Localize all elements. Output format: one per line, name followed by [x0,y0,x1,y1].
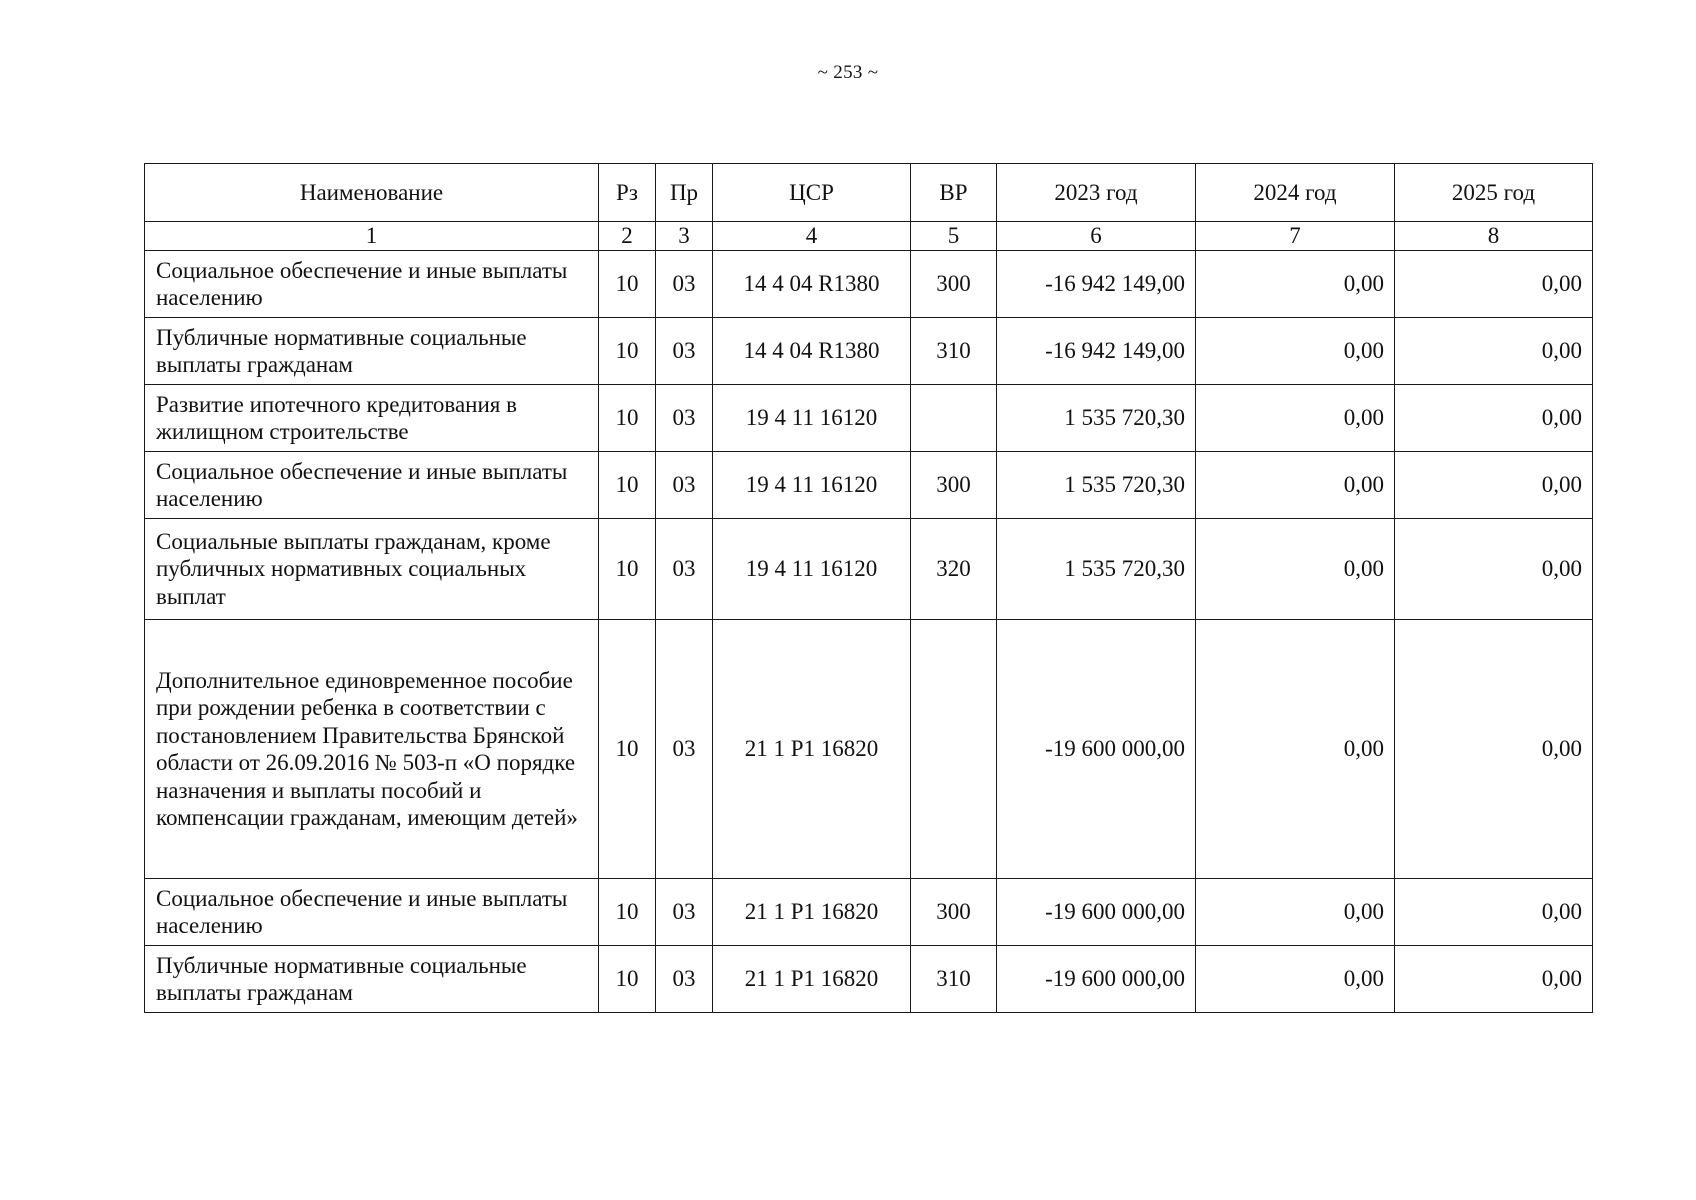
column-number: 5 [911,222,997,251]
table-row [145,318,1593,385]
row-pr: 03 [656,318,713,385]
row-amount-2024: 0,00 [1196,385,1395,452]
row-vr: 310 [911,318,997,385]
row-name: Социальное обеспечение и иные выплаты населению [145,452,599,519]
row-amount-2024: 0,00 [1196,251,1395,318]
row-amount-2023: -19 600 000,00 [997,879,1196,946]
row-rz: 10 [599,946,656,1013]
row-name: Социальные выплаты гражданам, кроме публичных нормативных социальных выплат [145,519,599,620]
row-csr: 21 1 P1 16820 [713,946,911,1013]
row-amount-2025: 0,00 [1395,519,1593,620]
row-rz: 10 [599,385,656,452]
row-csr: 19 4 11 16120 [713,519,911,620]
row-amount-2024: 0,00 [1196,620,1395,879]
row-vr: 300 [911,452,997,519]
header-pr: Пр [656,164,713,222]
row-name: Социальное обеспечение и иные выплаты населению [145,879,599,946]
row-csr: 14 4 04 R1380 [713,318,911,385]
column-number: 8 [1395,222,1593,251]
column-number: 2 [599,222,656,251]
column-number-row [145,222,1593,251]
row-pr: 03 [656,251,713,318]
row-pr: 03 [656,946,713,1013]
table-row [145,620,1593,879]
row-rz: 10 [599,251,656,318]
row-pr: 03 [656,620,713,879]
row-rz: 10 [599,620,656,879]
row-vr: 300 [911,879,997,946]
row-amount-2025: 0,00 [1395,452,1593,519]
row-amount-2023: -19 600 000,00 [997,620,1196,879]
row-csr: 14 4 04 R1380 [713,251,911,318]
row-amount-2025: 0,00 [1395,385,1593,452]
row-rz: 10 [599,879,656,946]
row-name: Развитие ипотечного кредитования в жилищном строительстве [145,385,599,452]
row-amount-2023: -16 942 149,00 [997,318,1196,385]
row-amount-2024: 0,00 [1196,452,1395,519]
table-row [145,946,1593,1013]
row-pr: 03 [656,452,713,519]
budget-table [144,163,1593,1013]
row-vr: 310 [911,946,997,1013]
row-vr: 300 [911,251,997,318]
row-csr: 21 1 P1 16820 [713,879,911,946]
column-number: 6 [997,222,1196,251]
header-2023: 2023 год [997,164,1196,222]
row-amount-2023: 1 535 720,30 [997,519,1196,620]
table-row [145,452,1593,519]
header-2024: 2024 год [1196,164,1395,222]
column-number: 4 [713,222,911,251]
row-rz: 10 [599,318,656,385]
column-number: 1 [145,222,599,251]
row-rz: 10 [599,519,656,620]
header-rz: Рз [599,164,656,222]
header-row [145,164,1593,222]
header-csr: ЦСР [713,164,911,222]
row-amount-2025: 0,00 [1395,620,1593,879]
row-pr: 03 [656,385,713,452]
row-amount-2025: 0,00 [1395,946,1593,1013]
row-pr: 03 [656,879,713,946]
table-row [145,879,1593,946]
row-name: Публичные нормативные социальные выплаты гражданам [145,318,599,385]
column-number: 7 [1196,222,1395,251]
page-number: ~ 253 ~ [817,62,879,83]
row-csr: 21 1 P1 16820 [713,620,911,879]
row-amount-2024: 0,00 [1196,946,1395,1013]
row-amount-2023: 1 535 720,30 [997,452,1196,519]
column-number: 3 [656,222,713,251]
row-amount-2024: 0,00 [1196,519,1395,620]
row-amount-2023: -16 942 149,00 [997,251,1196,318]
row-vr: 320 [911,519,997,620]
row-amount-2025: 0,00 [1395,318,1593,385]
row-vr [911,385,997,452]
row-csr: 19 4 11 16120 [713,385,911,452]
row-amount-2024: 0,00 [1196,318,1395,385]
header-name: Наименование [145,164,599,222]
row-amount-2023: 1 535 720,30 [997,385,1196,452]
row-amount-2024: 0,00 [1196,879,1395,946]
table-row [145,251,1593,318]
row-name: Дополнительное единовременное пособие при рождении ребенка в соответствии с постановлением Правительства Брянской области от 26.09.2016 № 503-п «О порядке назначения и выплаты пособий и компенсации гражданам, имеющим детей» [145,620,599,879]
row-amount-2023: -19 600 000,00 [997,946,1196,1013]
row-pr: 03 [656,519,713,620]
row-amount-2025: 0,00 [1395,879,1593,946]
row-amount-2025: 0,00 [1395,251,1593,318]
header-vr: ВР [911,164,997,222]
table-row [145,519,1593,620]
table-row [145,385,1593,452]
row-vr [911,620,997,879]
row-csr: 19 4 11 16120 [713,452,911,519]
row-name: Публичные нормативные социальные выплаты гражданам [145,946,599,1013]
row-rz: 10 [599,452,656,519]
row-name: Социальное обеспечение и иные выплаты населению [145,251,599,318]
header-2025: 2025 год [1395,164,1593,222]
